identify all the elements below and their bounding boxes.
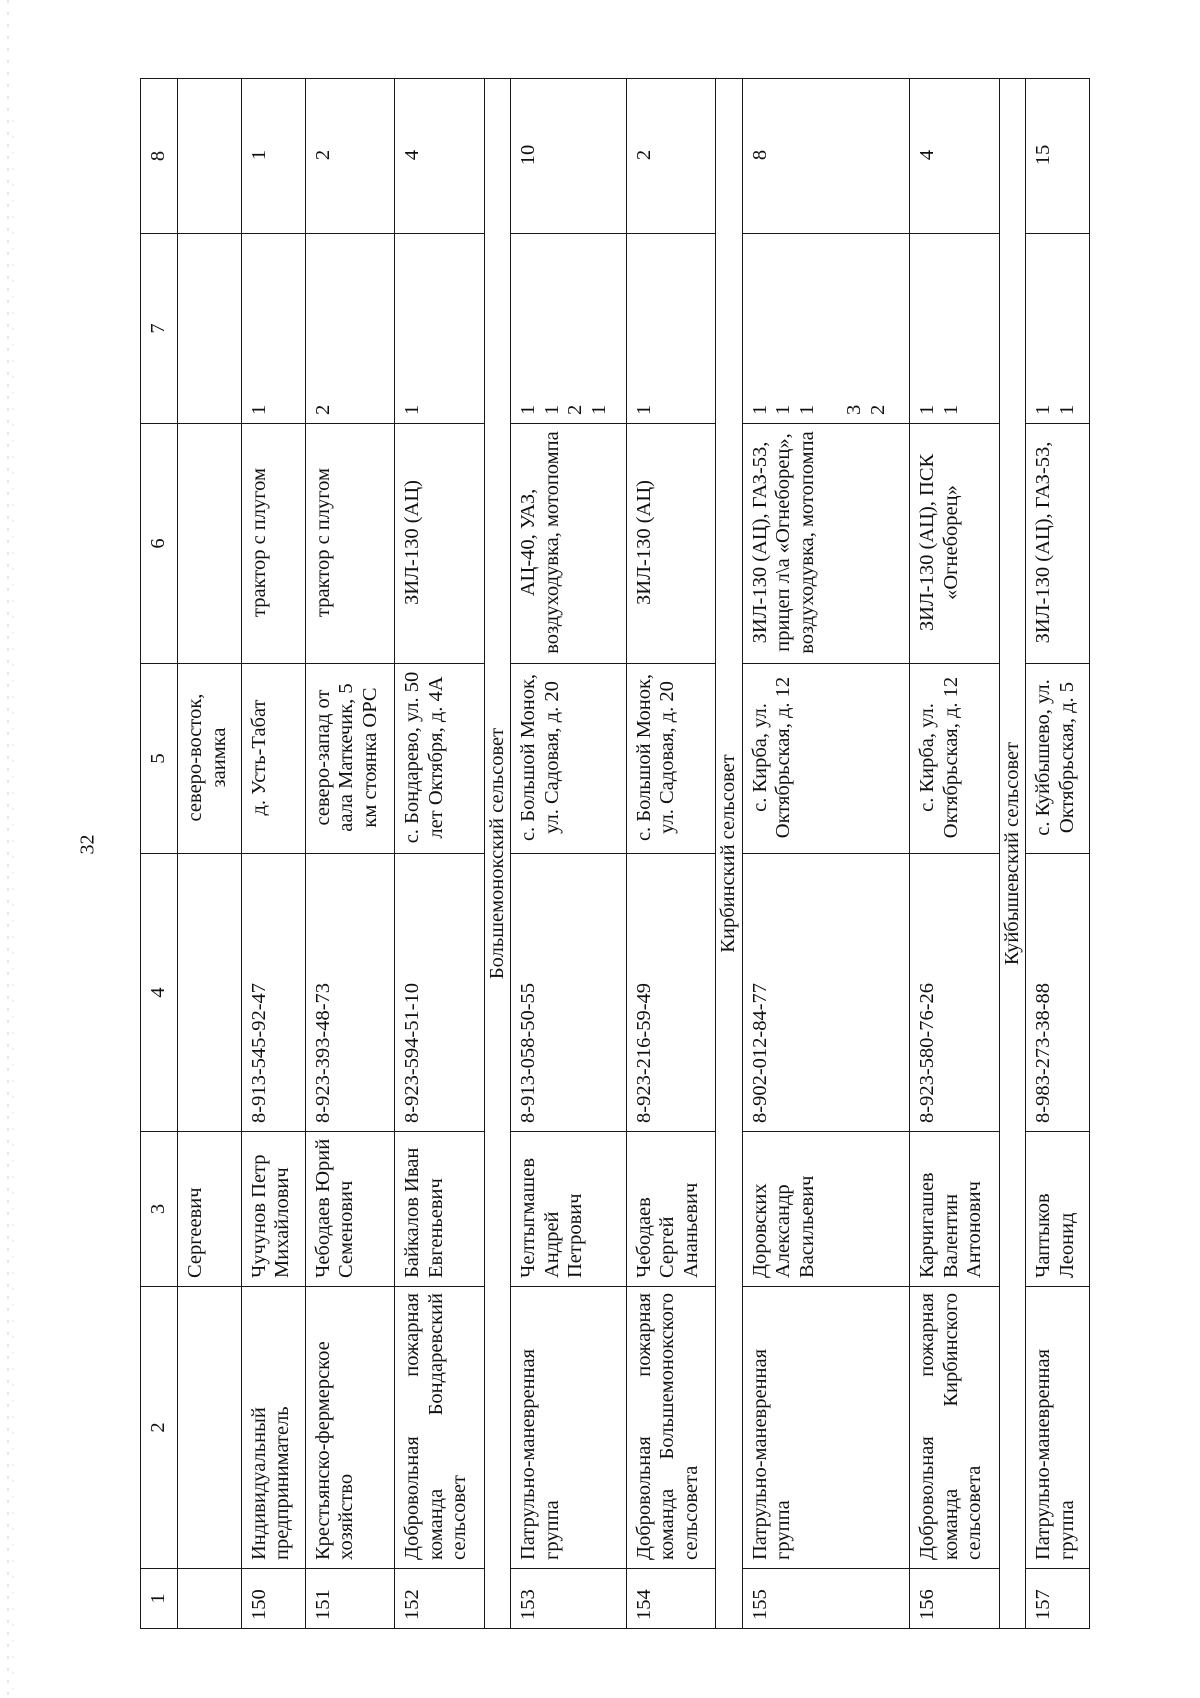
quantity-value: 1 bbox=[795, 404, 818, 415]
quantity-value: 1 bbox=[748, 404, 771, 415]
header-cell: 8 bbox=[141, 79, 178, 234]
address-cell: северо-запад от аала Маткечик, 5 км стоянка ОРС bbox=[305, 664, 395, 854]
header-cell: 5 bbox=[141, 664, 178, 854]
table-row bbox=[626, 79, 716, 1629]
address-cell: с. Кирба, ул. Октябрьская, д. 12 bbox=[742, 664, 909, 854]
total-cell bbox=[178, 79, 242, 234]
phone-cell bbox=[178, 854, 242, 1132]
total-cell: 4 bbox=[395, 79, 485, 234]
quantity-cell bbox=[742, 234, 909, 424]
phone-cell: 8-913-058-50-55 bbox=[511, 854, 626, 1132]
phone-cell: 8-913-545-92-47 bbox=[241, 854, 305, 1132]
address-cell: с. Бондарево, ул. 50 лет Октября, д. 4А bbox=[395, 664, 485, 854]
person-cell: Карчигашев Валентин Антонович bbox=[910, 1132, 1000, 1287]
person-cell: Чучунов Петр Михайлович bbox=[241, 1132, 305, 1287]
table-row bbox=[511, 79, 626, 1629]
header-cell: 1 bbox=[141, 1569, 178, 1629]
quantity-value: 1 bbox=[1032, 404, 1055, 415]
phone-cell: 8-902-012-84-77 bbox=[742, 854, 909, 1132]
row-number-cell: 152 bbox=[395, 1569, 485, 1629]
person-cell: Чебодаев Сергей Ананьевич bbox=[626, 1132, 716, 1287]
quantity-value: 1 bbox=[517, 404, 540, 415]
equipment-cell: трактор с плугом bbox=[305, 424, 395, 664]
rotated-table-block bbox=[140, 79, 1090, 1629]
quantity-value bbox=[820, 240, 844, 415]
person-cell: Челтыгмашев Андрей Петрович bbox=[511, 1132, 626, 1287]
page-number: 32 bbox=[76, 834, 99, 855]
section-row bbox=[484, 79, 511, 1629]
quantity-value: 2 bbox=[311, 404, 334, 415]
organization-cell: Добровольная пожарная команда Кирбинского сельсовета bbox=[910, 1287, 1000, 1569]
quantity-cell bbox=[1026, 234, 1090, 424]
phone-cell: 8-923-216-59-49 bbox=[626, 854, 716, 1132]
address-cell: д. Усть-Табат bbox=[241, 664, 305, 854]
row-number-cell: 153 bbox=[511, 1569, 626, 1629]
quantity-value: 1 bbox=[1055, 404, 1078, 415]
phone-cell: 8-923-393-48-73 bbox=[305, 854, 395, 1132]
section-title: Куйбышевский сельсовет bbox=[999, 79, 1026, 1629]
section-title: Большемонокский сельсовет bbox=[484, 79, 511, 1629]
phone-cell: 8-983-273-38-88 bbox=[1026, 854, 1090, 1132]
total-cell: 10 bbox=[511, 79, 626, 234]
quantity-cell bbox=[626, 234, 716, 424]
quantity-value: 1 bbox=[540, 404, 563, 415]
equipment-cell: ЗИЛ-130 (АЦ), ПСК «Огнеборец» bbox=[910, 424, 1000, 664]
equipment-cell: ЗИЛ-130 (АЦ) bbox=[626, 424, 716, 664]
total-cell: 8 bbox=[742, 79, 909, 234]
table-row bbox=[395, 79, 485, 1629]
person-cell: Чаптыков Леонид bbox=[1026, 1132, 1090, 1287]
row-number-cell: 150 bbox=[241, 1569, 305, 1629]
person-cell: Байкалов Иван Евгеньевич bbox=[395, 1132, 485, 1287]
row-number-cell: 157 bbox=[1026, 1569, 1090, 1629]
quantity-value: 1 bbox=[632, 404, 655, 415]
address-cell: с. Куйбышево, ул. Октябрьская, д. 5 bbox=[1026, 664, 1090, 854]
quantity-value: 1 bbox=[939, 404, 962, 415]
quantity-value: 2 bbox=[564, 404, 587, 415]
table-row bbox=[305, 79, 395, 1629]
table-row bbox=[241, 79, 305, 1629]
section-row bbox=[999, 79, 1026, 1629]
total-cell: 2 bbox=[626, 79, 716, 234]
organization-cell: Добровольная пожарная команда Большемонокского сельсовета bbox=[626, 1287, 716, 1569]
header-cell: 4 bbox=[141, 854, 178, 1132]
address-cell: с. Большой Монок, ул. Садовая, д. 20 bbox=[511, 664, 626, 854]
quantity-cell bbox=[241, 234, 305, 424]
equipment-cell: ЗИЛ-130 (АЦ) bbox=[395, 424, 485, 664]
row-number-cell: 156 bbox=[910, 1569, 1000, 1629]
row-number-cell: 151 bbox=[305, 1569, 395, 1629]
organization-cell: Патрульно-маневренная группа bbox=[511, 1287, 626, 1569]
section-row bbox=[716, 79, 743, 1629]
organization-cell: Добровольная пожарная команда Бондаревский сельсовет bbox=[395, 1287, 485, 1569]
quantity-value: 1 bbox=[772, 404, 795, 415]
organization-cell bbox=[178, 1287, 242, 1569]
person-cell: Сергеевич bbox=[178, 1132, 242, 1287]
equipment-cell: ЗИЛ-130 (АЦ), ГАЗ-53, bbox=[1026, 424, 1090, 664]
table-row bbox=[1026, 79, 1090, 1629]
quantity-value: 2 bbox=[866, 404, 889, 415]
quantity-value: 3 bbox=[843, 404, 866, 415]
table-body bbox=[141, 79, 1090, 1629]
row-number-cell bbox=[178, 1569, 242, 1629]
organization-cell: Патрульно-маневренная группа bbox=[1026, 1287, 1090, 1569]
total-cell: 2 bbox=[305, 79, 395, 234]
section-title: Кирбинский сельсовет bbox=[716, 79, 743, 1629]
equipment-table bbox=[140, 78, 1090, 1629]
quantity-cell bbox=[910, 234, 1000, 424]
header-cell: 3 bbox=[141, 1132, 178, 1287]
header-cell: 2 bbox=[141, 1287, 178, 1569]
phone-cell: 8-923-580-76-26 bbox=[910, 854, 1000, 1132]
equipment-cell bbox=[178, 424, 242, 664]
address-cell: северо-восток, заимка bbox=[178, 664, 242, 854]
quantity-value: 1 bbox=[916, 404, 938, 415]
person-cell: Доровских Александр Васильевич bbox=[742, 1132, 909, 1287]
row-number-cell: 154 bbox=[626, 1569, 716, 1629]
quantity-cell bbox=[178, 234, 242, 424]
person-cell: Чебодаев Юрий Семенович bbox=[305, 1132, 395, 1287]
total-cell: 1 bbox=[241, 79, 305, 234]
header-cell: 7 bbox=[141, 234, 178, 424]
equipment-cell: трактор с плугом bbox=[241, 424, 305, 664]
table-row bbox=[178, 79, 242, 1629]
organization-cell: Индивидуальный предприниматель bbox=[241, 1287, 305, 1569]
phone-cell: 8-923-594-51-10 bbox=[395, 854, 485, 1132]
total-cell: 4 bbox=[910, 79, 1000, 234]
table-row bbox=[910, 79, 1000, 1629]
equipment-cell: ЗИЛ-130 (АЦ), ГАЗ-53, прицеп л\а «Огнеборец», воздуходувка, мотопомпа bbox=[742, 424, 909, 664]
address-cell: с. Большой Монок, ул. Садовая, д. 20 bbox=[626, 664, 716, 854]
quantity-cell bbox=[305, 234, 395, 424]
header-cell: 6 bbox=[141, 424, 178, 664]
quantity-cell bbox=[395, 234, 485, 424]
organization-cell: Крестьянско-фермерское хозяйство bbox=[305, 1287, 395, 1569]
table-row bbox=[742, 79, 909, 1629]
quantity-value: 1 bbox=[247, 404, 270, 415]
address-cell: с. Кирба, ул. Октябрьская, д. 12 bbox=[910, 664, 1000, 854]
quantity-value: 1 bbox=[587, 404, 610, 415]
organization-cell: Патрульно-маневренная группа bbox=[742, 1287, 909, 1569]
equipment-cell: АЦ-40, УАЗ, воздуходувка, мотопомпа bbox=[511, 424, 626, 664]
row-number-cell: 155 bbox=[742, 1569, 909, 1629]
quantity-cell bbox=[511, 234, 626, 424]
total-cell: 15 bbox=[1026, 79, 1090, 234]
quantity-value: 1 bbox=[401, 404, 424, 415]
header-row bbox=[141, 79, 178, 1629]
